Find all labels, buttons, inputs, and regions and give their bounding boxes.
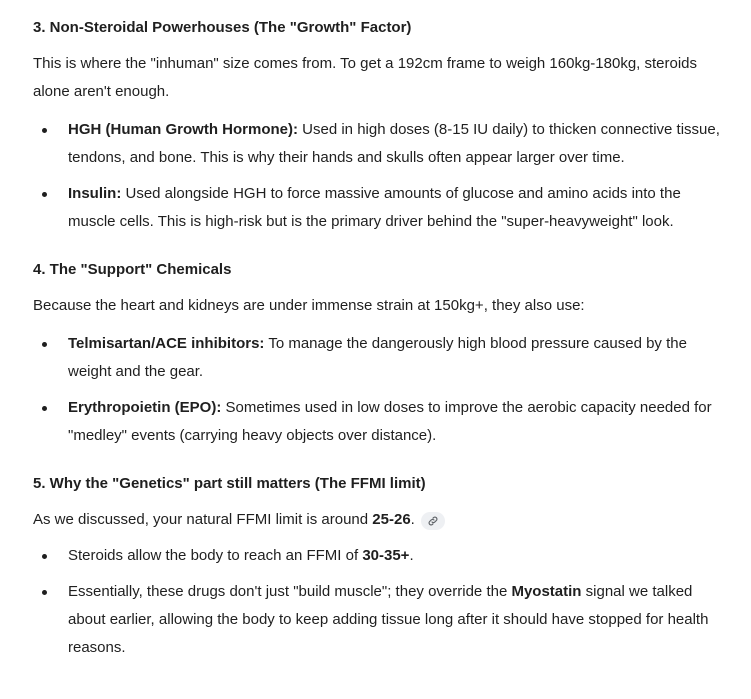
link-icon bbox=[427, 515, 439, 527]
section-3-list bbox=[33, 116, 727, 236]
list-item-term: Erythropoietin (EPO): bbox=[68, 399, 222, 416]
list-item-myostatin: Essentially, these drugs don't just "build muscle"; they override the Myostatin signal we talked about earlier, allowing the body to keep adding tissue long after it should have stopped for health reasons. bbox=[33, 578, 727, 662]
list-item-ffmi: Steroids allow the body to reach an FFMI of 30-35+. bbox=[33, 542, 727, 570]
section-5-list bbox=[33, 542, 727, 662]
source-link-chip[interactable] bbox=[421, 512, 445, 530]
section-5-heading: 5. Why the "Genetics" part still matters (The FFMI limit) bbox=[33, 475, 426, 492]
list-item-text: To manage the dangerously high blood pressure caused by the weight and the gear. bbox=[68, 335, 687, 380]
section-4-list bbox=[33, 330, 727, 450]
list-item-term: Insulin: bbox=[68, 185, 122, 202]
list-item-term: Telmisartan/ACE inhibitors: bbox=[68, 335, 265, 352]
list-item-term: HGH (Human Growth Hormone): bbox=[68, 121, 298, 138]
section-4-heading: 4. The "Support" Chemicals bbox=[33, 261, 232, 278]
section-3-heading: 3. Non-Steroidal Powerhouses (The "Growth" Factor) bbox=[33, 19, 412, 36]
list-item-insulin bbox=[33, 180, 727, 236]
list-item-text: Used alongside HGH to force massive amounts of glucose and amino acids into the muscle cells. This is high-risk but is the primary driver behind the "super-heavyweight" look. bbox=[68, 185, 681, 230]
list-item-hgh bbox=[33, 116, 727, 172]
list-item-text: Sometimes used in low doses to improve the aerobic capacity needed for "medley" events (carrying heavy objects over distance). bbox=[68, 399, 712, 444]
section-5-intro: As we discussed, your natural FFMI limit is around 25-26. bbox=[33, 506, 727, 534]
list-item-epo bbox=[33, 394, 727, 450]
section-4-intro: Because the heart and kidneys are under immense strain at 150kg+, they also use: bbox=[33, 297, 585, 314]
list-item-telmisartan bbox=[33, 330, 727, 386]
section-3-intro: This is where the "inhuman" size comes from. To get a 192cm frame to weigh 160kg-180kg, steroids alone aren't enough. bbox=[33, 55, 698, 100]
list-item-text: Used in high doses (8-15 IU daily) to thicken connective tissue, tendons, and bone. This is why their hands and skulls often appear larger over time. bbox=[68, 121, 720, 166]
